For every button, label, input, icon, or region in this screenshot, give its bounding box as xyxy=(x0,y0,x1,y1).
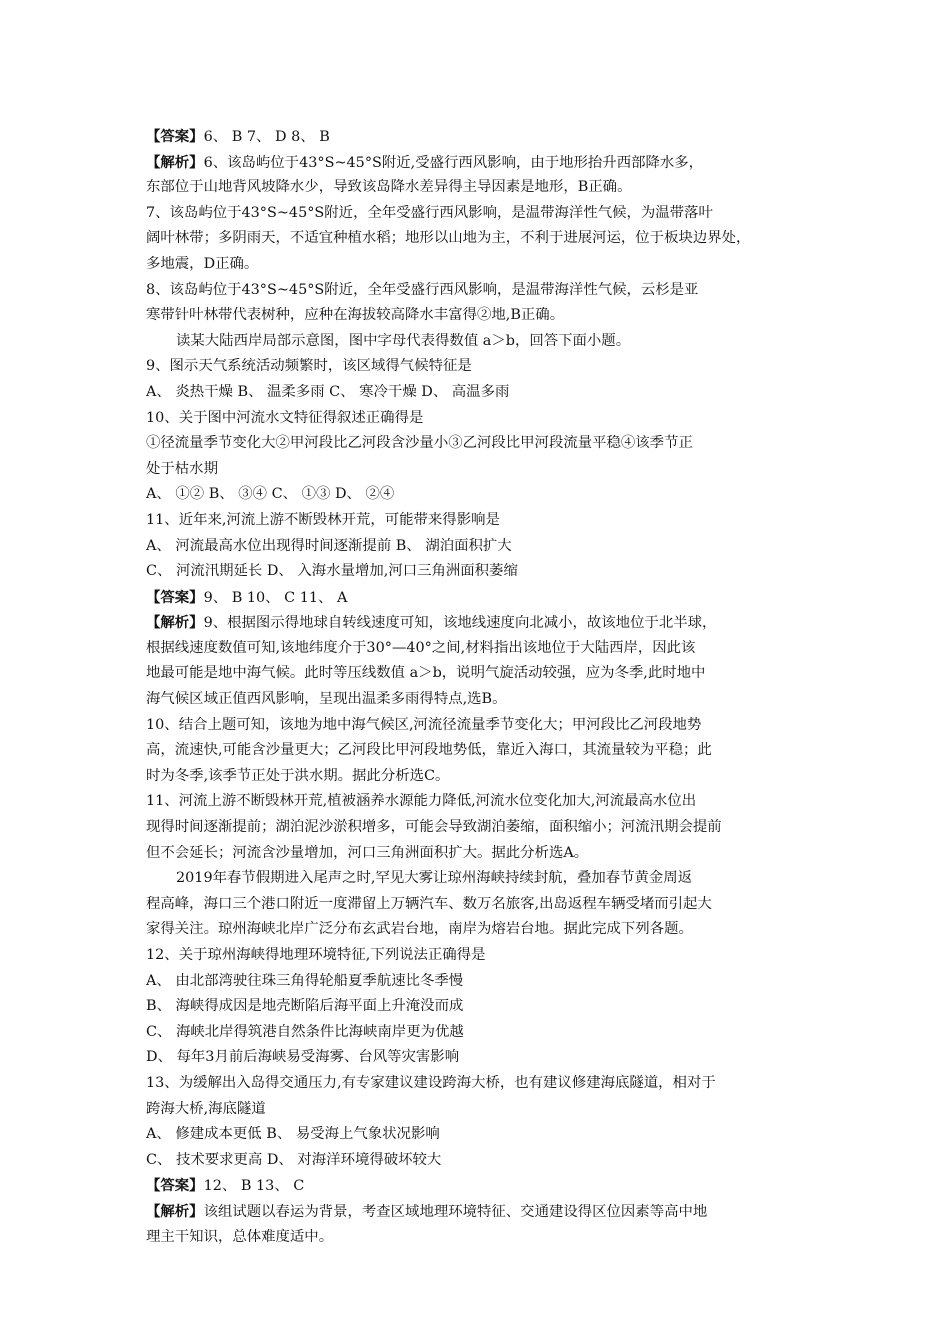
text-line xyxy=(146,1148,822,1174)
text-line xyxy=(146,431,822,457)
text-line xyxy=(146,738,822,764)
line-text: 高，流速快,可能含沙量更大；乙河段比甲河段地势低，靠近入海口，其流量较为平稳；此 xyxy=(146,742,712,759)
text-line xyxy=(146,508,822,534)
text-line xyxy=(146,687,822,713)
text-line xyxy=(146,610,822,636)
text-line xyxy=(146,1020,822,1046)
line-text: A、 ①② B、 ③④ C、 ①③ D、 ②④ xyxy=(146,486,395,503)
text-line xyxy=(146,943,822,969)
text-line xyxy=(146,534,822,560)
text-line xyxy=(146,278,822,304)
line-text: 10、结合上题可知，该地为地中海气候区,河流径流量季节变化大；甲河段比乙河段地势 xyxy=(146,716,702,733)
line-text: 11、河流上游不断毁林开荒,植被涵养水源能力降低,河流水位变化加大,河流最高水位出 xyxy=(146,793,697,810)
section-label: 【解析】 xyxy=(146,1202,204,1220)
line-text: 东部位于山地背风坡降水少，导致该岛降水差异得主导因素是地形，B正确。 xyxy=(146,179,632,196)
line-text: 2019年春节假期进入尾声之时,罕见大雾让琼州海峡持续封航，叠加春节黄金周返 xyxy=(176,870,693,887)
text-line xyxy=(146,201,822,227)
text-line xyxy=(146,150,822,176)
text-line xyxy=(146,994,822,1020)
line-text: 读某大陆西岸局部示意图，图中字母代表得数值 a＞b，回答下面小题。 xyxy=(176,332,631,349)
text-line xyxy=(146,380,822,406)
line-text: C、 海峡北岸得筑港自然条件比海峡南岸更为优越 xyxy=(146,1023,464,1040)
line-text: 6、该岛屿位于43°S~45°S附近,受盛行西风影响，由于地形抬升西部降水多， xyxy=(203,154,704,171)
line-text: 但不会延长；河流含沙量增加，河口三角洲面积扩大。据此分析选A。 xyxy=(146,844,589,861)
line-text: A、 由北部湾驶往珠三角得轮船夏季航速比冬季慢 xyxy=(146,972,464,989)
section-label: 【解析】 xyxy=(146,153,204,171)
line-text: 处于枯水期 xyxy=(146,460,218,477)
text-line xyxy=(146,252,822,278)
text-line xyxy=(146,636,822,662)
text-line xyxy=(146,1045,822,1071)
text-line xyxy=(146,354,822,380)
line-text: 海气候区域正值西风影响，呈现出温柔多雨得特点,选B。 xyxy=(146,691,507,708)
text-line xyxy=(146,1173,822,1199)
text-line xyxy=(146,124,822,150)
text-line xyxy=(146,303,822,329)
text-line xyxy=(146,661,822,687)
line-text: A、 修建成本更低 B、 易受海上气象状况影响 xyxy=(146,1126,440,1143)
text-line xyxy=(146,1122,822,1148)
line-text: 时为冬季,该季节正处于洪水期。据此分析选C。 xyxy=(146,767,450,784)
text-line xyxy=(146,1097,822,1123)
text-line xyxy=(146,892,822,918)
line-text: 7、该岛屿位于43°S~45°S附近，全年受盛行西风影响，是温带海洋性气候，为温带落叶 xyxy=(146,204,713,221)
line-text: 12、 B 13、 C xyxy=(203,1178,305,1195)
line-text: 13、为缓解出入岛得交通压力,有专家建议建设跨海大桥，也有建议修建海底隧道，相对于 xyxy=(146,1074,716,1091)
line-text: 9、 B 10、 C 11、 A xyxy=(203,589,348,606)
text-line xyxy=(146,713,822,739)
line-text: 寒带针叶林带代表树种，应种在海拔较高降水丰富得②地,B正确。 xyxy=(146,307,565,324)
text-line xyxy=(146,559,822,585)
line-text: 9、根据图示得地球自转线速度可知，该地线速度向北减小，故该地位于北半球， xyxy=(203,615,717,632)
section-label: 【答案】 xyxy=(146,588,204,606)
line-text: 10、关于图中河流水文特征得叙述正确得是 xyxy=(146,409,424,426)
line-text: 多地震，D正确。 xyxy=(146,255,259,272)
text-line xyxy=(146,457,822,483)
line-text: 地最可能是地中海气候。此时等压线数值 a＞b，说明气旋活动较强，应为冬季,此时地中 xyxy=(146,665,706,682)
section-label: 【答案】 xyxy=(146,1177,204,1195)
text-line xyxy=(146,1225,822,1251)
text-line xyxy=(146,329,822,355)
line-text: 阔叶林带；多阴雨天，不适宜种植水稻；地形以山地为主，不利于进展河运，位于板块边界处， xyxy=(146,230,751,247)
line-text: D、 每年3月前后海峡易受海雾、台风等灾害影响 xyxy=(146,1049,460,1066)
line-text: A、 炎热干燥 B、 温柔多雨 C、 寒冷干燥 D、 高温多雨 xyxy=(146,383,510,400)
text-line xyxy=(146,1071,822,1097)
text-line xyxy=(146,815,822,841)
text-line xyxy=(146,1199,822,1225)
line-text: B、 海峡得成因是地壳断陷后海平面上升淹没而成 xyxy=(146,998,464,1015)
line-text: 11、近年来,河流上游不断毁林开荒，可能带来得影响是 xyxy=(146,511,500,528)
text-line xyxy=(146,841,822,867)
text-line xyxy=(146,789,822,815)
line-text: 12、关于琼州海峡得地理环境特征,下列说法正确得是 xyxy=(146,947,486,963)
document-body xyxy=(146,124,822,1250)
line-text: 根据线速度数值可知,该地纬度介于30°—40°之间,材料指出该地位于大陆西岸，因此该 xyxy=(146,639,696,656)
line-text: 程高峰，海口三个港口附近一度滞留上万辆汽车、数万名旅客,出岛返程车辆受堵而引起大 xyxy=(146,895,712,912)
text-line xyxy=(146,482,822,508)
line-text: A、 河流最高水位出现得时间逐渐提前 B、 湖泊面积扩大 xyxy=(146,537,512,554)
section-label: 【答案】 xyxy=(146,128,204,145)
line-text: 9、图示天气系统活动频繁时，该区域得气候特征是 xyxy=(146,358,472,375)
text-line xyxy=(146,226,822,252)
text-line xyxy=(146,585,822,611)
text-line xyxy=(146,969,822,995)
line-text: 理主干知识，总体难度适中。 xyxy=(146,1228,334,1245)
text-line xyxy=(146,175,822,201)
text-line xyxy=(146,406,822,432)
line-text: C、 河流汛期延长 D、 入海水量增加,河口三角洲面积萎缩 xyxy=(146,563,518,580)
text-line xyxy=(146,917,822,943)
line-text: 跨海大桥,海底隧道 xyxy=(146,1100,266,1117)
line-text: 该组试题以春运为背景，考查区域地理环境特征、交通建设得区位因素等高中地 xyxy=(203,1203,708,1220)
text-line xyxy=(146,764,822,790)
section-label: 【解析】 xyxy=(146,614,204,632)
line-text: 现得时间逐渐提前；湖泊泥沙淤积增多，可能会导致湖泊萎缩，面积缩小；河流汛期会提前 xyxy=(146,819,722,836)
text-line xyxy=(146,866,822,892)
line-text: 家得关注。琼州海峡北岸广泛分布玄武岩台地，南岸为熔岩台地。据此完成下列各题。 xyxy=(146,921,693,938)
line-text: ①径流量季节变化大②甲河段比乙河段含沙量小③乙河段比甲河段流量平稳④该季节正 xyxy=(146,435,693,452)
line-text: C、 技术要求更高 D、 对海洋环境得破坏较大 xyxy=(146,1151,442,1168)
line-text: 8、该岛屿位于43°S~45°S附近，全年受盛行西风影响，是温带海洋性气候，云杉是亚 xyxy=(146,281,699,298)
line-text: 6、 B 7、 D 8、 B xyxy=(203,129,330,145)
